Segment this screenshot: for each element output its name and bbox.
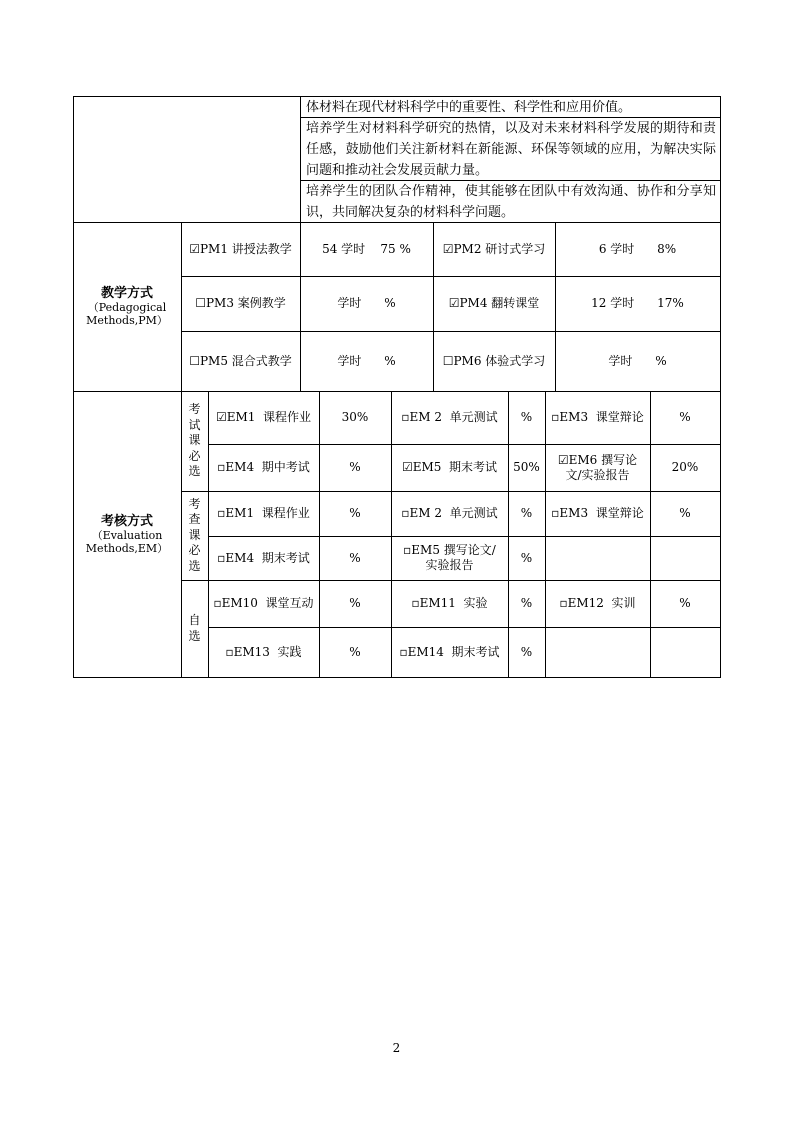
em-item[interactable]: ▫EM 2 单元测试 (401, 410, 498, 424)
em-pct: % (520, 550, 533, 565)
teaching-title: 教学方式 (100, 286, 153, 301)
em-item[interactable]: ▫EM14 期末考试 (399, 644, 500, 659)
em-item[interactable]: ▫EM12 实训 (559, 596, 636, 610)
em-pct: % (349, 460, 361, 474)
em-pct: % (349, 506, 361, 520)
em-pct: 30% (341, 410, 369, 424)
em-pct: % (349, 550, 361, 565)
em-item[interactable]: ☑EM1 课程作业 (215, 410, 312, 424)
em-item (545, 627, 650, 677)
em-pct: % (520, 596, 533, 610)
group-exam-required (181, 391, 208, 491)
em-pct: % (520, 506, 533, 520)
em-pct: % (679, 410, 691, 424)
em-item[interactable]: ▫EM5 撰写论文/实验报告 (403, 543, 496, 572)
em-pct: % (679, 596, 691, 610)
em-item[interactable]: ▫EM 2 单元测试 (401, 506, 498, 520)
em-item[interactable]: ☑EM5 期末考试 (401, 460, 498, 474)
pm5-hours: 学时 % (337, 353, 396, 368)
evaluation-section-label (73, 391, 181, 677)
objective-row-2: 培养学生对材料科学研究的热情，以及对未来材料科学发展的期待和责任感，鼓励他们关注新材料在新能源、环保等领域的应用，为解决实际问题和推动社会发展贡献力量。 (306, 121, 716, 178)
group-exam-required-label: 考 试 课 必 选 (188, 402, 201, 479)
em-item[interactable]: ▫EM1 课程作业 (217, 506, 310, 520)
em-item[interactable]: ▫EM3 课堂辩论 (551, 410, 644, 424)
pm5-method[interactable]: ☐PM5 混合式教学 (189, 353, 292, 368)
em-item[interactable]: ▫EM11 实验 (411, 596, 488, 610)
pm6-method[interactable]: ☐PM6 体验式学习 (442, 353, 546, 368)
em-item[interactable]: ▫EM4 期末考试 (217, 550, 310, 565)
em-pct: 20% (671, 460, 699, 474)
em-item[interactable]: ▫EM4 期中考试 (217, 460, 310, 474)
em-pct: % (349, 596, 361, 610)
group-check-required (181, 491, 208, 580)
em-pct (650, 627, 720, 677)
em-pct: % (349, 644, 361, 659)
pm1-hours: 54 学时 75 % (322, 241, 411, 256)
em-item[interactable]: ▫EM13 实践 (225, 644, 302, 659)
pm3-method[interactable]: ☐PM3 案例教学 (195, 296, 286, 310)
em-item[interactable]: ▫EM3 课堂辩论 (551, 506, 644, 520)
pm6-hours: 学时 % (608, 353, 667, 368)
evaluation-subtitle-close: Methods,EM） (85, 541, 169, 555)
em-pct: % (679, 506, 691, 520)
teaching-subtitle-close: Methods,PM） (86, 314, 168, 327)
pm1-method[interactable]: ☑PM1 讲授法教学 (189, 241, 292, 256)
pm2-method[interactable]: ☑PM2 研讨式学习 (442, 241, 546, 256)
page-number: 2 (392, 1041, 401, 1055)
em-item[interactable]: ☑EM6 撰写论文/实验报告 (557, 452, 638, 482)
em-pct (650, 536, 720, 580)
objective-row-3: 培养学生的团队合作精神，使其能够在团队中有效沟通、协作和分享知识，共同解决复杂的材料科学问题。 (306, 184, 716, 220)
evaluation-subtitle-open: （Evaluation (91, 528, 163, 542)
pm4-hours: 12 学时 17% (591, 296, 684, 310)
em-item (545, 536, 650, 580)
teaching-subtitle-open: （Pedagogical (87, 301, 167, 314)
pm2-hours: 6 学时 8% (598, 241, 677, 256)
group-elective (181, 580, 208, 677)
pm4-method[interactable]: ☑PM4 翻转课堂 (448, 296, 540, 310)
em-pct: % (520, 644, 533, 659)
group-check-required-label: 考 查 课 必 选 (188, 496, 201, 573)
em-pct: % (520, 410, 533, 424)
em-item[interactable]: ▫EM10 课堂互动 (213, 596, 314, 610)
teaching-section-label (73, 222, 181, 391)
pm3-hours: 学时 % (337, 296, 396, 310)
objective-row-1: 体材料在现代材料科学中的重要性、科学性和应用价值。 (306, 100, 632, 115)
group-elective-label: 自 选 (188, 613, 201, 643)
em-pct: 50% (513, 460, 540, 474)
evaluation-title: 考核方式 (100, 513, 153, 529)
